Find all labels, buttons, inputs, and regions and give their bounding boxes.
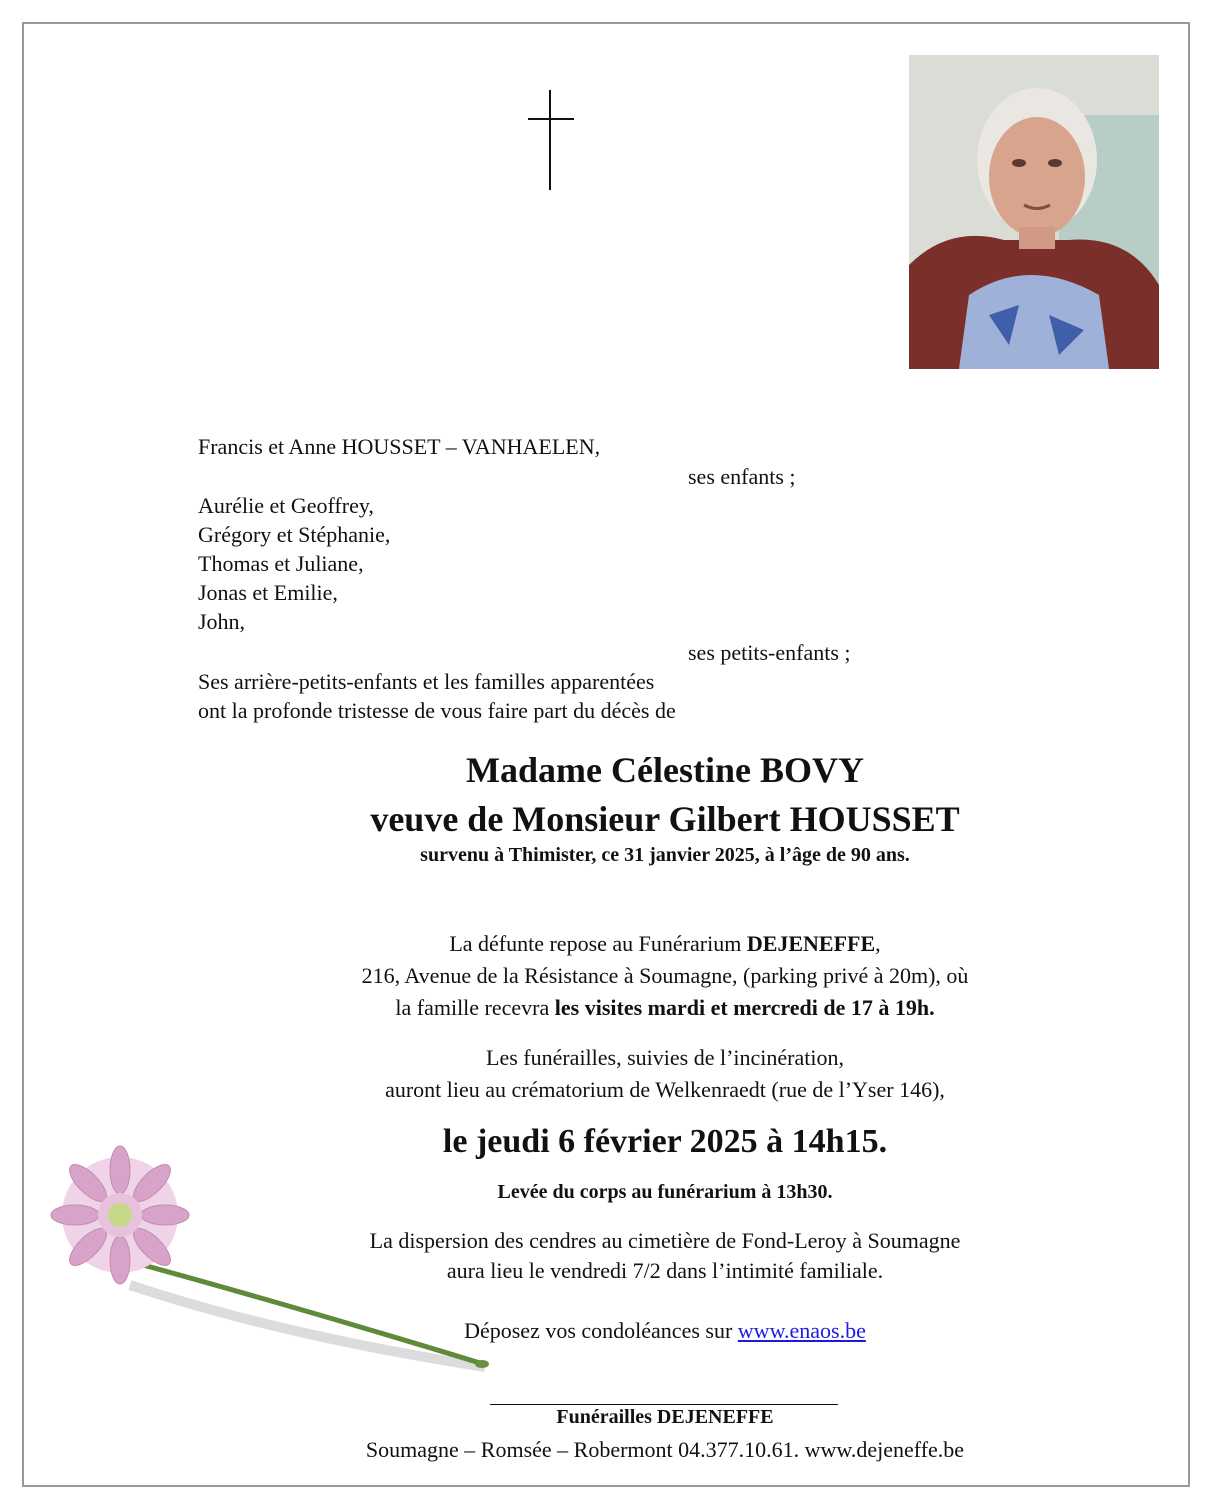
dispersion-line-1: La dispersion des cendres au cimetière de Fond-Leroy à Soumagne [369,1228,961,1253]
grandchild-1: Aurélie et Geoffrey, [198,493,374,518]
widow-of: veuve de Monsieur Gilbert HOUSSET [370,799,960,839]
footer-company: Funérailles DEJENEFFE [556,1406,774,1428]
visitation-line-1: La défunte repose au Funérarium DEJENEFFE, [449,931,881,956]
flower-illustration [30,1135,500,1395]
grandchild-5: John, [198,609,246,634]
grandchild-4: Jonas et Emilie, [198,580,338,605]
cross-icon [528,90,574,190]
portrait-photo [909,55,1159,369]
condolences-line: Déposez vos condoléances sur www.enaos.be [464,1318,866,1343]
funeral-line-1: Les funérailles, suivies de l’incinération, [486,1045,844,1070]
great-grandchildren-line: Ses arrière-petits-enfants et les familles apparentées [198,669,655,694]
dispersion-line-2: aura lieu le vendredi 7/2 dans l’intimité familiale. [446,1258,884,1283]
role-grandchildren: ses petits-enfants ; [688,640,851,665]
funeral-date: le jeudi 6 février 2025 à 14h15. [442,1123,888,1160]
announcement-line: ont la profonde tristesse de vous faire part du décès de [198,698,676,723]
levee-du-corps: Levée du corps au funérarium à 13h30. [497,1181,833,1203]
family-line-children: Francis et Anne HOUSSET – VANHAELEN, [198,434,601,459]
grandchild-2: Grégory et Stéphanie, [198,522,391,547]
death-details: survenu à Thimister, ce 31 janvier 2025, à l’âge de 90 ans. [420,844,910,866]
footer-contact: Soumagne – Romsée – Robermont 04.377.10.61. www.dejeneffe.be [365,1437,965,1462]
visitation-line-2: 216, Avenue de la Résistance à Soumagne, (parking privé à 20m), où [361,963,969,988]
funeral-line-2: auront lieu au crématorium de Welkenraedt (rue de l’Yser 146), [385,1077,945,1102]
grandchild-3: Thomas et Juliane, [198,551,364,576]
enaos-link[interactable]: www.enaos.be [737,1318,866,1343]
visitation-line-3: la famille recevra les visites mardi et mercredi de 17 à 19h. [395,995,935,1020]
signature-divider [490,1404,838,1405]
deceased-name: Madame Célestine BOVY [466,750,864,790]
role-children: ses enfants ; [688,464,796,489]
